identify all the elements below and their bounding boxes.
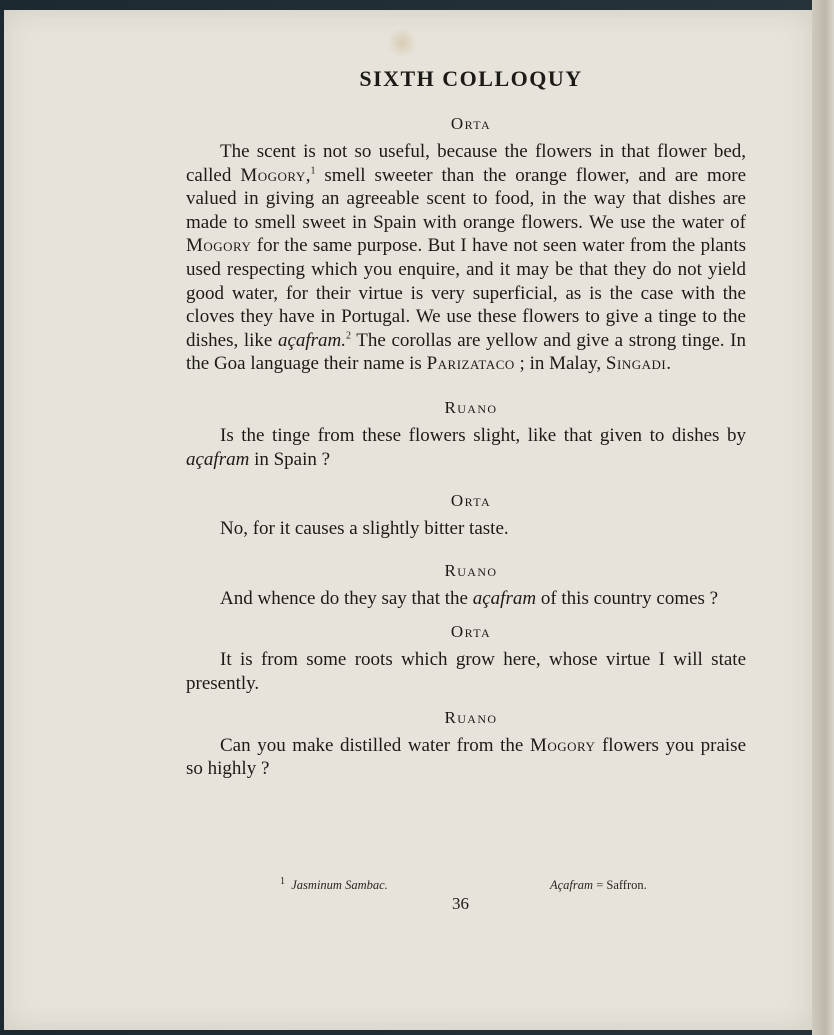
dialogue-paragraph [186,648,746,695]
speaker-heading: Orta [450,622,492,642]
text-run: Can you make distilled water from the [220,734,530,756]
term-italic: açafram [472,587,537,609]
text-run: And whence do they say that the [220,587,473,609]
footnote-ref: 1 [310,165,316,177]
footnote-2 [550,878,647,893]
speaker-heading: Orta [450,491,492,511]
chapter-title: SIXTH COLLOQUY [359,66,583,91]
text-run: flowers you praise so highly ? [186,734,746,780]
text-run: Is the tinge from these flowers slight, like that given to dishes by [220,424,746,446]
dialogue-paragraph [186,587,746,611]
footnote-ref: 2 [346,330,352,342]
term-smallcaps: Mogory [240,164,306,186]
dialogue-paragraph [186,517,746,541]
page-number: 36 [452,894,469,913]
speaker-heading: Ruano [444,560,498,580]
term-smallcaps: Singadi [605,353,667,375]
text-run: ; in Malay, [514,353,606,375]
text-run: No, for it causes a slightly bitter taste. [220,518,509,540]
speaker-heading: Orta [450,114,492,133]
footnote-term: Açafram [550,878,594,892]
term-italic: açafram. [277,329,347,351]
footnote-text: = Saffron. [593,878,647,892]
text-run: in Spain ? [249,448,331,470]
text-run: . [666,353,671,375]
page-edge [812,0,834,1035]
text-run: of this country comes ? [536,587,719,609]
page-body [186,66,746,781]
dialogue-block [186,708,746,781]
footnote-marker: 1 [280,875,285,887]
term-italic: açafram [186,448,250,470]
text-run: smell sweeter than the orange flower, and are more valued in giving an agreeable scent to food, in the way that dishes are made to smell sweet in Spain with orange flowers. We use the water of [186,164,747,233]
text-run: , [305,164,311,186]
dialogue-block [186,622,746,695]
dialogue-block [186,491,746,541]
dialogue-block [186,114,746,376]
term-smallcaps: Mogory [529,734,596,756]
speaker-heading: Ruano [444,707,498,727]
paper-stain [387,28,417,58]
dialogue-paragraph [186,424,746,471]
text-run: It is from some roots which grow here, whose virtue I will state presently. [186,649,746,694]
dialogue-block [186,561,746,611]
text-run: The scent is not so useful, because the flowers in that flower bed, called [186,141,746,186]
text-run: The corollas are yellow and give a strong tinge. In the Goa language their name is [186,329,746,375]
dialogue-paragraph [186,140,746,376]
text-run: for the same purpose. But I have not seen water from the plants used respecting which you enquire, and it may be that they do not yield good water, for their virtue is very superficial, as is the case with the cloves they have in Portugal. We use these flowers to give a tinge to the dishes, like [186,235,746,351]
footnote-text: Jasminum Sambac. [291,878,388,892]
term-smallcaps: Parizataco [426,353,515,375]
term-smallcaps: Mogory [186,235,252,257]
dialogue-block [186,398,746,471]
speaker-heading: Ruano [444,397,498,417]
dialogue-paragraph [186,734,746,781]
footnote-1 [280,875,388,893]
